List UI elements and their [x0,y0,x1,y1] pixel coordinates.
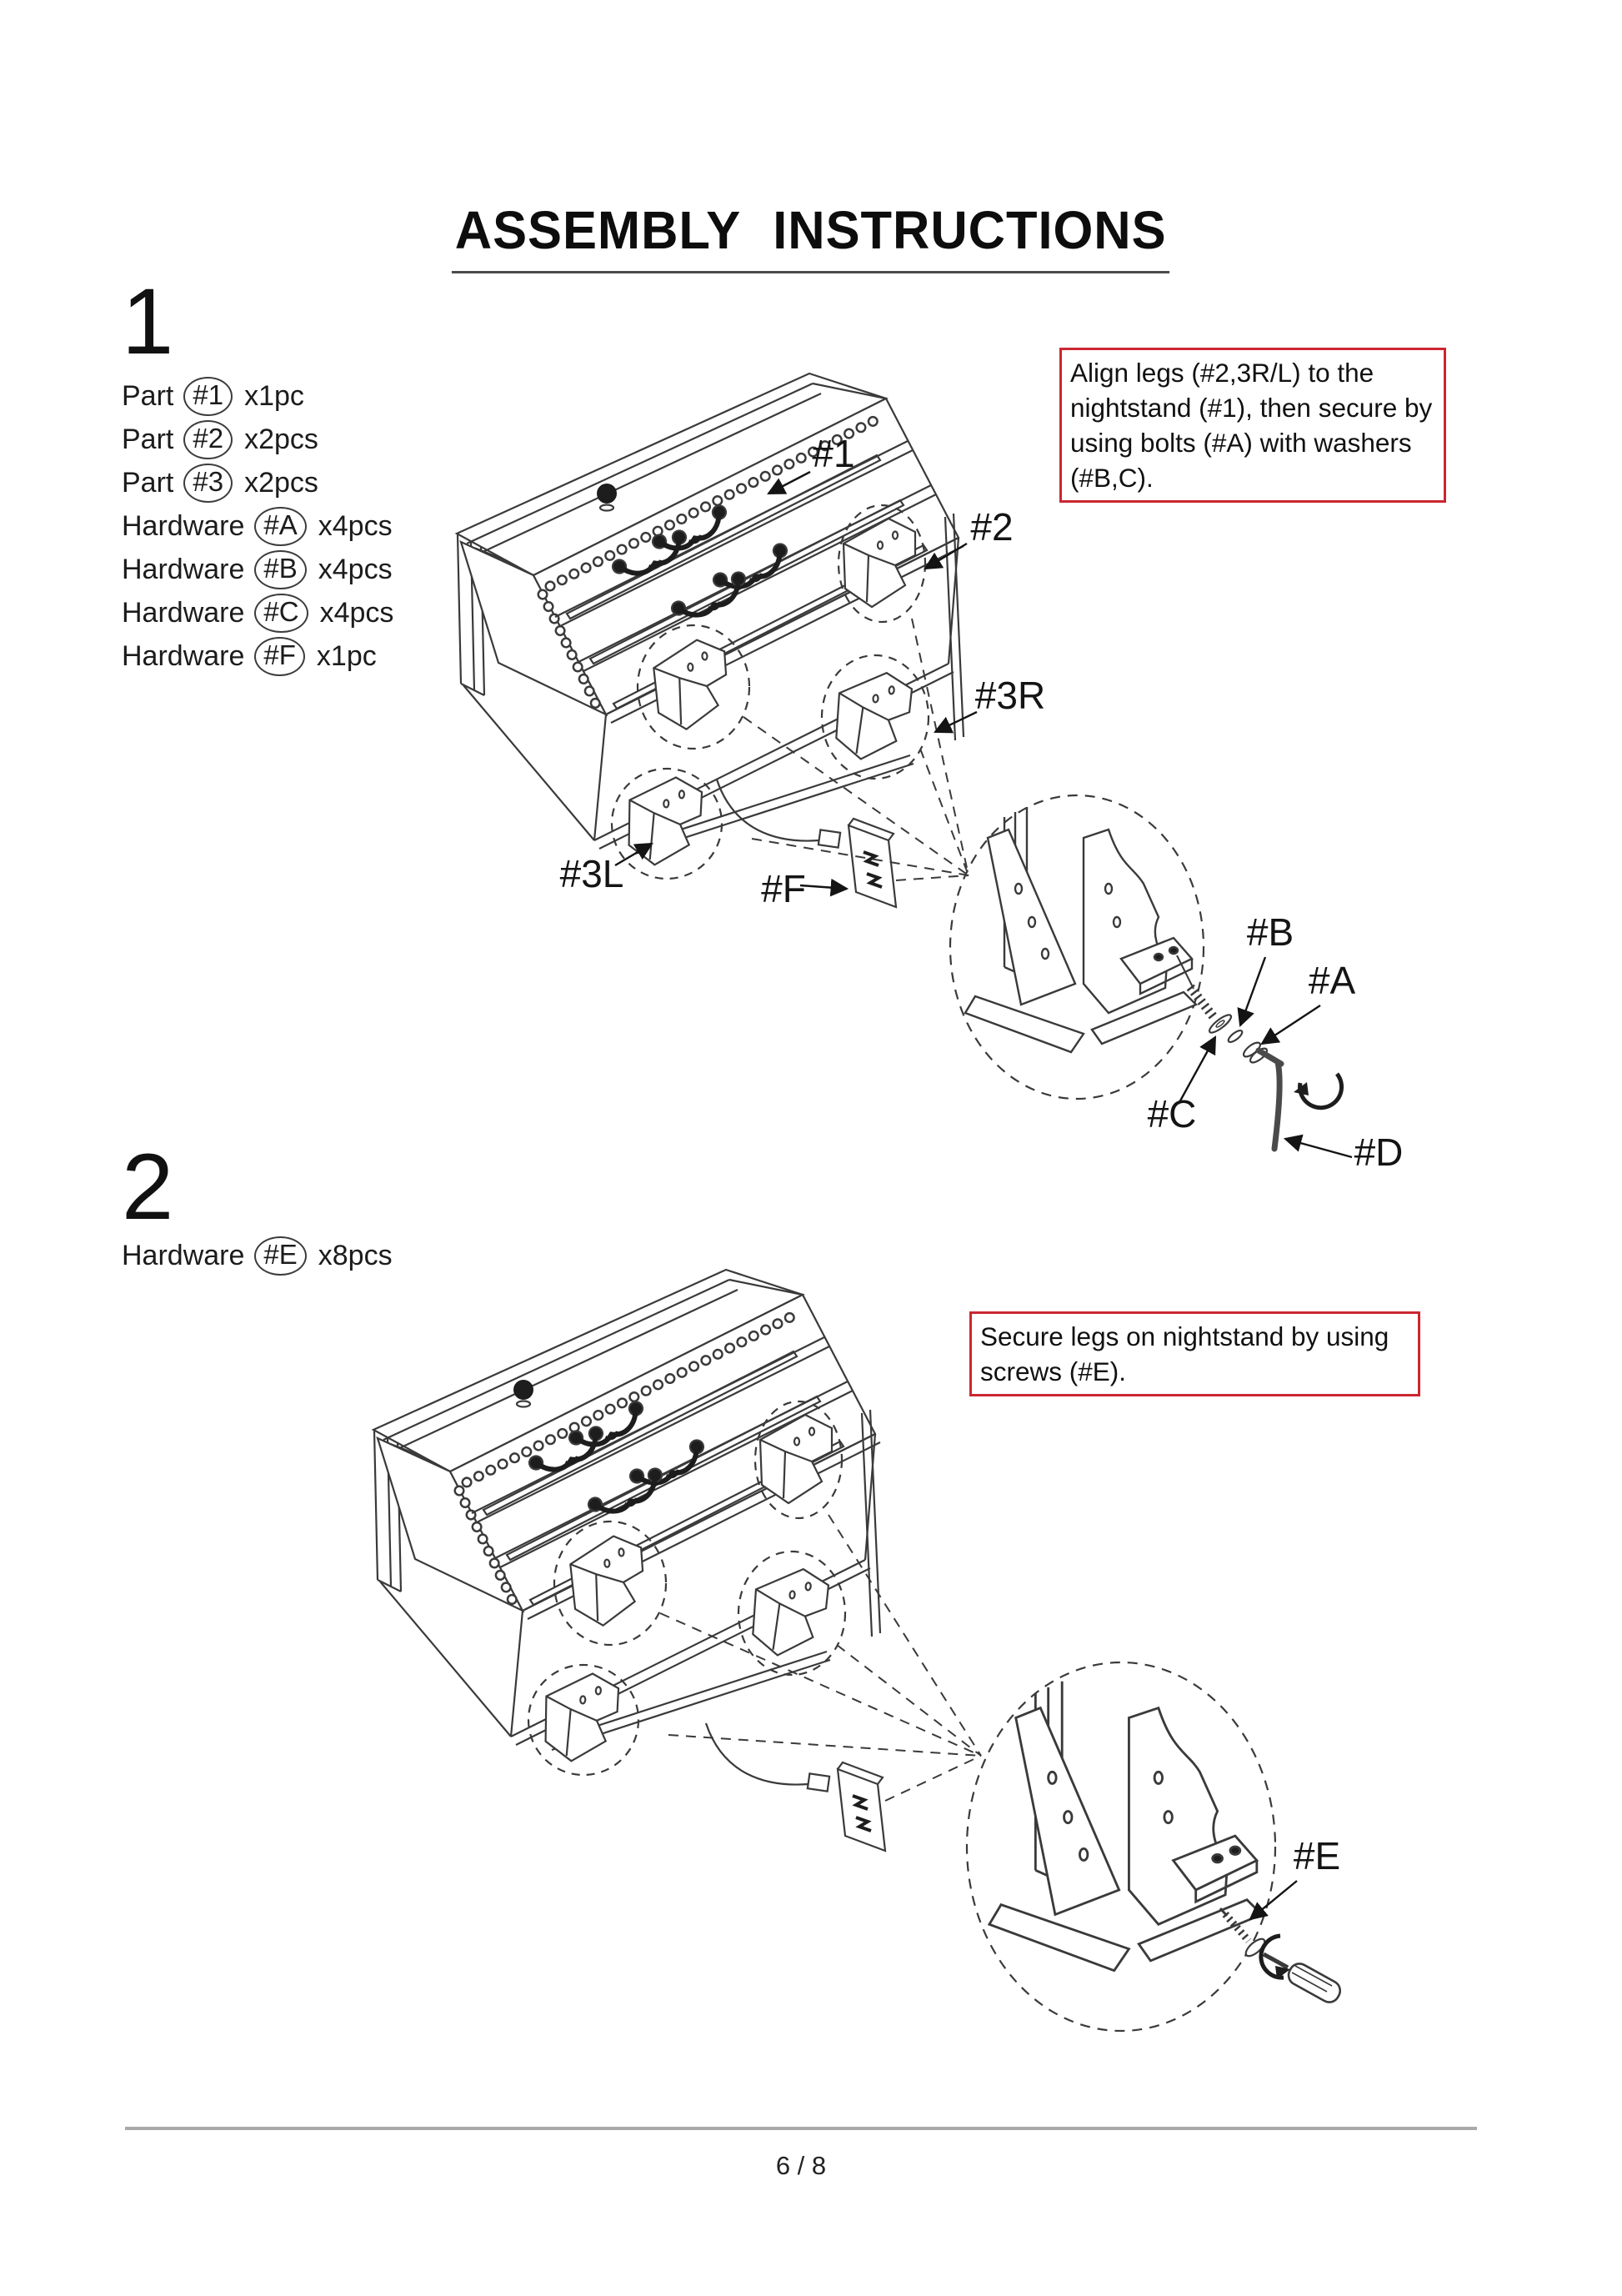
part-tag-badge: #3 [183,464,233,503]
label-hardware-a: #A [1308,959,1356,1002]
part-qty: x4pcs [318,509,393,542]
part-qty: x1pc [316,639,377,672]
part-prefix: Part [122,466,174,499]
part-tag-badge: #A [254,507,306,546]
label-part-3l: #3L [559,852,624,895]
step1-number: 1 [122,269,174,373]
part-qty: x2pcs [244,423,318,455]
part-qty: x4pcs [318,553,393,585]
label-hardware-e: #E [1293,1834,1341,1877]
part-tag-badge: #C [254,594,308,633]
part-prefix: Part [122,423,174,455]
label-part-f: #F [761,867,806,910]
footer-divider [125,2127,1477,2130]
power-strip-part-f [706,1723,885,1851]
part-prefix: Hardware [122,596,245,629]
label-part-2: #2 [970,505,1014,549]
magnifier-leader-lines [660,1515,981,1801]
leg-bracket-detail [965,807,1196,1052]
leg-bracket-detail [989,1682,1262,1971]
part-tag-badge: #F [254,637,305,676]
label-hardware-b: #B [1246,910,1294,954]
part-qty: x4pcs [319,596,394,629]
part-qty: x2pcs [244,466,318,499]
label-part-1: #1 [812,432,855,475]
step1-diagram [457,373,1403,1174]
part-qty: x1pc [244,379,304,412]
part-prefix: Hardware [122,553,245,585]
label-part-3r: #3R [974,674,1046,717]
nightstand-isometric-drawing [457,373,964,879]
nightstand-isometric-drawing [373,1270,880,1775]
part-tag-badge: #B [254,550,306,589]
part-prefix: Hardware [122,509,245,542]
label-hardware-d: #D [1354,1130,1404,1174]
part-tag-badge: #E [254,1236,306,1276]
step2-number: 2 [122,1135,174,1239]
part-tag-badge: #2 [183,420,233,459]
screwdriver-icon [1285,1960,1344,2006]
step2-instruction-note: Secure legs on nightstand by using screws (#E). [969,1311,1420,1396]
step2-diagram [373,1270,1344,2031]
part-qty: x8pcs [318,1239,393,1271]
part-prefix: Part [122,379,174,412]
part-prefix: Hardware [122,1239,245,1271]
part-tag-badge: #1 [183,377,233,416]
part-prefix: Hardware [122,639,245,672]
step1-instruction-note: Align legs (#2,3R/L) to the nightstand (#1), then secure by using bolts (#A) with washers (#B,C). [1059,348,1446,503]
allen-key-icon [1259,1050,1281,1149]
page-title: ASSEMBLY INSTRUCTIONS [452,199,1169,273]
label-hardware-c: #C [1147,1092,1197,1135]
page-number: 6 / 8 [775,2151,827,2180]
step2-callouts [1250,1881,1297,1919]
